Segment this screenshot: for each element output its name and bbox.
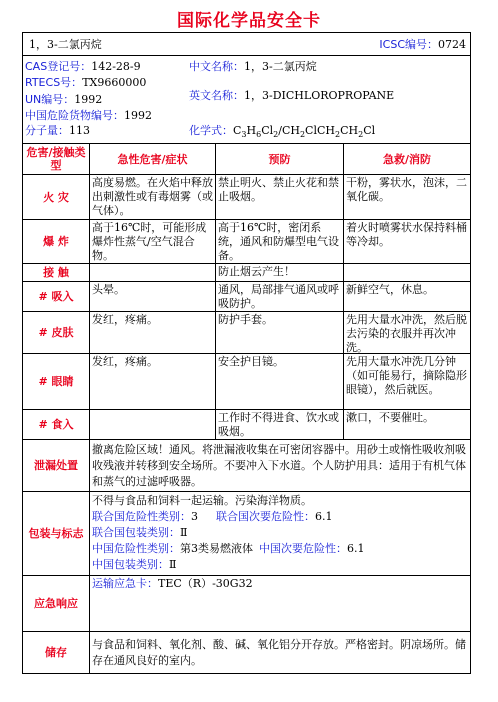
cn-sub-label: 中国次要危险性： <box>259 542 347 555</box>
rtecs-value: TX9660000 <box>82 76 147 89</box>
skin-firstaid: 先用大量水冲洗，然后脱去污染的衣服并再次冲洗。 <box>346 313 467 354</box>
emergency-card-label: 运输应急卡： <box>92 577 158 590</box>
un-class-value: 3 <box>191 510 198 523</box>
un-sub-value: 6.1 <box>315 510 333 523</box>
card-frame <box>22 32 471 674</box>
header-hazard: 急性危害/症状 <box>117 152 188 166</box>
row-label-fire: 火 灾 <box>43 190 69 204</box>
packaging-content <box>90 492 470 574</box>
un-class-label: 联合国危险性类别： <box>92 510 191 523</box>
header-firstaid: 急救/消防 <box>382 152 432 166</box>
spill-text: 撤离危险区域！通风。将泄漏液收集在可密闭容器中。用砂土或惰性吸收剂吸收残液并转移到安全场所。不要冲入下水道。个人防护用具：适用于有机气体和蒸气的过滤呼吸器。 <box>92 443 466 488</box>
row-label-ingestion: # 食入 <box>38 418 74 431</box>
formula-value: $C_3H_6Cl_2/CH_2ClCH_2CH_2Cl$ <box>233 124 376 140</box>
un-line <box>25 93 102 106</box>
fire-hazard: 高度易燃。在火焰中释放出刺激性或有毒烟雾（或气体）。 <box>92 176 213 217</box>
un-sub-label: 联合国次要危险性： <box>216 510 315 523</box>
contact-hazard <box>90 264 215 266</box>
ingestion-hazard <box>90 410 215 412</box>
emergency-card-value: TEC（R）-30G32 <box>158 577 253 590</box>
cn-name-label: 中文名称： <box>189 60 244 73</box>
en-name-line <box>189 89 394 102</box>
packaging-label: 包装与标志 <box>28 527 84 540</box>
rtecs-line <box>25 76 146 89</box>
eyes-firstaid: 先用大量水冲洗几分钟（如可能易行，摘除隐形眼镜），然后就医。 <box>346 355 467 396</box>
cn-danger-line <box>25 109 152 122</box>
emergency-line <box>90 576 470 592</box>
row-label-explosion: 爆 炸 <box>43 235 69 248</box>
formula-label: 化学式： <box>189 124 233 137</box>
ingestion-prevention: 工作时不得进食、饮水或吸烟。 <box>218 411 339 438</box>
cn-pack-label: 中国包装类别： <box>92 558 169 571</box>
emergency-label: 应急响应 <box>34 597 78 610</box>
cn-name-value: 1，3-二氯丙烷 <box>244 60 317 73</box>
cn-class-value: 第3类易燃液体 <box>180 542 253 555</box>
cn-sub-value: 6.1 <box>347 542 365 555</box>
mw-label: 分子量： <box>25 124 69 137</box>
inhalation-firstaid: 新鲜空气，休息。 <box>346 283 434 296</box>
row-label-inhalation: # 吸入 <box>38 290 74 303</box>
fire-firstaid: 干粉，雾状水，泡沫，二氧化碳。 <box>346 176 467 203</box>
mw-value: 113 <box>69 124 90 137</box>
un-pack-value: Ⅱ <box>180 526 188 539</box>
packaging-cn-class-line <box>92 541 468 557</box>
spill-label: 泄漏处置 <box>34 459 78 472</box>
un-pack-label: 联合国包装类别： <box>92 526 180 539</box>
contact-firstaid <box>344 264 470 266</box>
en-name-label: 英文名称： <box>189 89 244 102</box>
cn-danger-label: 中国危险货物编号： <box>25 109 124 122</box>
en-name-value: 1，3-DICHLOROPROPANE <box>244 89 395 102</box>
skin-hazard: 发红，疼痛。 <box>92 313 158 326</box>
explosion-prevention: 高于16℃时，密闭系统，通风和防爆型电气设备。 <box>218 221 339 262</box>
cas-line <box>25 60 141 73</box>
formula-line <box>189 124 375 141</box>
cn-danger-value: 1992 <box>124 109 152 122</box>
inhalation-hazard: 头晕。 <box>92 283 125 296</box>
cas-label: CAS登记号： <box>25 60 92 73</box>
card-title: 国际化学品安全卡 <box>177 11 321 31</box>
skin-prevention: 防护手套。 <box>218 313 273 326</box>
cn-pack-value: Ⅱ <box>169 558 177 571</box>
storage-text: 与食品和饲料、氧化剂、酸、碱、氧化铝分开存放。严格密封。阴凉场所。储存在通风良好的室内。 <box>92 638 466 667</box>
packaging-line1: 不得与食品和饲料一起运输。污染海洋物质。 <box>92 494 312 507</box>
explosion-hazard: 高于16℃时，可能形成爆炸性蒸气/空气混合物。 <box>92 221 207 262</box>
mw-line <box>25 124 90 137</box>
un-value: 1992 <box>74 93 103 106</box>
row-label-contact: 接 触 <box>43 266 69 279</box>
packaging-un-class-line <box>92 509 468 525</box>
storage-label: 储存 <box>45 646 67 659</box>
cn-name-line <box>189 60 317 73</box>
ingestion-firstaid: 漱口，不要催吐。 <box>346 411 434 424</box>
header-type: 危害/接触类型 <box>26 146 86 172</box>
icsc-value: 0724 <box>438 38 466 51</box>
row-label-skin: # 皮肤 <box>38 326 74 339</box>
packaging-cn-pack-line <box>92 557 468 573</box>
eyes-hazard: 发红，疼痛。 <box>92 355 158 368</box>
packaging-un-pack-line <box>92 525 468 541</box>
contact-prevention: 防止烟云产生！ <box>218 265 295 278</box>
un-label: UN编号： <box>25 93 75 106</box>
header-prevention: 预防 <box>268 152 291 166</box>
divider <box>23 631 470 632</box>
chemical-name: 1，3-二氯丙烷 <box>29 38 102 51</box>
explosion-firstaid: 着火时喷雾状水保持料桶等冷却。 <box>346 221 467 248</box>
row-label-eyes: # 眼睛 <box>38 375 74 388</box>
eyes-prevention: 安全护目镜。 <box>218 355 284 368</box>
cn-class-label: 中国危险性类别： <box>92 542 180 555</box>
inhalation-prevention: 通风，局部排气通风或呼吸防护。 <box>218 283 339 310</box>
icsc-number <box>379 38 466 51</box>
cas-value: 142-28-9 <box>91 60 141 73</box>
icsc-label: ICSC编号： <box>379 38 438 51</box>
rtecs-label: RTECS号： <box>25 76 83 89</box>
divider <box>23 55 470 56</box>
fire-prevention: 禁止明火、禁止火花和禁止吸烟。 <box>218 176 339 203</box>
